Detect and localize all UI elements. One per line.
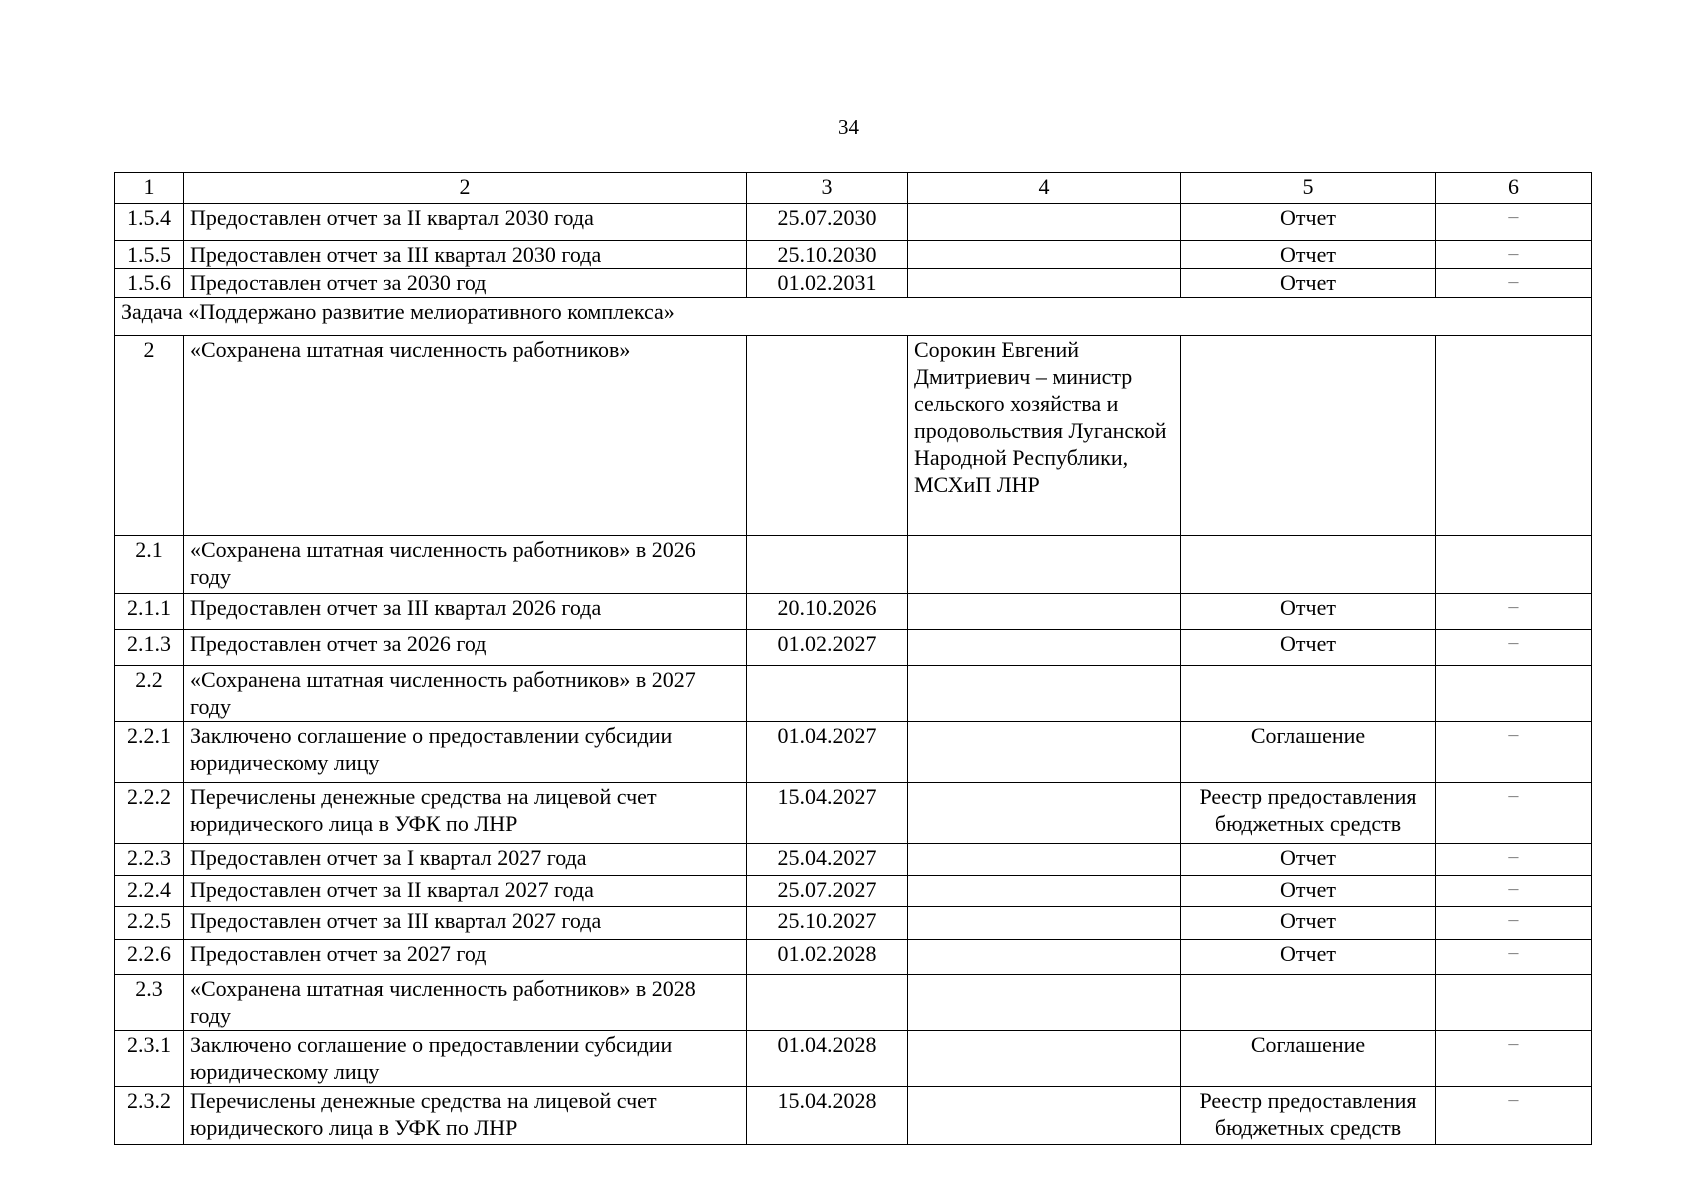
row-number: 2.2.1 bbox=[115, 722, 184, 783]
row-date: 01.02.2028 bbox=[747, 940, 908, 975]
row-document bbox=[1181, 666, 1436, 722]
row-info-system: − bbox=[1436, 269, 1592, 298]
row-name: Предоставлен отчет за III квартал 2030 года bbox=[184, 241, 747, 269]
row-number: 2 bbox=[115, 336, 184, 536]
row-date bbox=[747, 536, 908, 594]
row-responsible bbox=[908, 666, 1181, 722]
task-title: Задача «Поддержано развитие мелиоративного комплекса» bbox=[115, 298, 1592, 336]
row-date: 25.10.2027 bbox=[747, 907, 908, 940]
row-number: 2.2 bbox=[115, 666, 184, 722]
row-responsible bbox=[908, 204, 1181, 241]
row-name: Предоставлен отчет за I квартал 2027 года bbox=[184, 844, 747, 876]
row-info-system bbox=[1436, 536, 1592, 594]
row-name: Предоставлен отчет за 2030 год bbox=[184, 269, 747, 298]
row-number: 2.2.3 bbox=[115, 844, 184, 876]
row-name: Предоставлен отчет за 2026 год bbox=[184, 630, 747, 666]
row-name: Заключено соглашение о предоставлении субсидии юридическому лицу bbox=[184, 1031, 747, 1087]
table-row bbox=[115, 630, 1592, 666]
table-row bbox=[115, 783, 1592, 844]
row-document bbox=[1181, 536, 1436, 594]
row-number: 2.1 bbox=[115, 536, 184, 594]
table-row bbox=[115, 336, 1592, 536]
row-document: Отчет bbox=[1181, 630, 1436, 666]
row-info-system: − bbox=[1436, 722, 1592, 783]
column-header-2: 2 bbox=[184, 173, 747, 204]
row-name: Предоставлен отчет за II квартал 2027 года bbox=[184, 876, 747, 907]
row-info-system: − bbox=[1436, 783, 1592, 844]
row-number: 2.1.3 bbox=[115, 630, 184, 666]
row-name: Предоставлен отчет за II квартал 2030 года bbox=[184, 204, 747, 241]
page-number: 34 bbox=[838, 115, 859, 139]
table-row bbox=[115, 204, 1592, 241]
table-row bbox=[115, 1087, 1592, 1145]
row-date: 01.02.2027 bbox=[747, 630, 908, 666]
table-row bbox=[115, 269, 1592, 298]
row-info-system: − bbox=[1436, 844, 1592, 876]
row-document: Отчет bbox=[1181, 907, 1436, 940]
row-name: Предоставлен отчет за 2027 год bbox=[184, 940, 747, 975]
row-info-system: − bbox=[1436, 876, 1592, 907]
row-document: Отчет bbox=[1181, 204, 1436, 241]
row-info-system bbox=[1436, 666, 1592, 722]
row-responsible bbox=[908, 1031, 1181, 1087]
row-name: Предоставлен отчет за III квартал 2026 года bbox=[184, 594, 747, 630]
row-number: 2.3 bbox=[115, 975, 184, 1031]
table-row bbox=[115, 1031, 1592, 1087]
row-name: Предоставлен отчет за III квартал 2027 года bbox=[184, 907, 747, 940]
table-row bbox=[115, 536, 1592, 594]
row-date: 25.04.2027 bbox=[747, 844, 908, 876]
row-date bbox=[747, 975, 908, 1031]
table-row bbox=[115, 876, 1592, 907]
row-info-system: − bbox=[1436, 940, 1592, 975]
row-date: 15.04.2027 bbox=[747, 783, 908, 844]
table-row bbox=[115, 844, 1592, 876]
row-document: Отчет bbox=[1181, 876, 1436, 907]
column-header-5: 5 bbox=[1181, 173, 1436, 204]
table-row bbox=[115, 666, 1592, 722]
row-name: «Сохранена штатная численность работников» в 2027 году bbox=[184, 666, 747, 722]
row-info-system: − bbox=[1436, 204, 1592, 241]
row-date bbox=[747, 666, 908, 722]
row-name: «Сохранена штатная численность работников» bbox=[184, 336, 747, 536]
table-header-row bbox=[115, 173, 1592, 204]
row-number: 2.3.1 bbox=[115, 1031, 184, 1087]
row-responsible bbox=[908, 907, 1181, 940]
row-info-system: − bbox=[1436, 594, 1592, 630]
column-header-1: 1 bbox=[115, 173, 184, 204]
row-date: 25.07.2030 bbox=[747, 204, 908, 241]
plan-table-body bbox=[115, 173, 1592, 1145]
row-responsible bbox=[908, 536, 1181, 594]
row-date: 20.10.2026 bbox=[747, 594, 908, 630]
row-date: 15.04.2028 bbox=[747, 1087, 908, 1145]
column-header-3: 3 bbox=[747, 173, 908, 204]
task-row bbox=[115, 298, 1592, 336]
row-date: 25.07.2027 bbox=[747, 876, 908, 907]
row-number: 1.5.4 bbox=[115, 204, 184, 241]
row-info-system: − bbox=[1436, 630, 1592, 666]
row-responsible: Сорокин Евгений Дмитриевич – министр сельского хозяйства и продовольствия Луганской Народной Республики, МСХиП ЛНР bbox=[908, 336, 1181, 536]
row-document: Соглашение bbox=[1181, 722, 1436, 783]
row-info-system bbox=[1436, 336, 1592, 536]
row-info-system bbox=[1436, 975, 1592, 1031]
row-responsible bbox=[908, 1087, 1181, 1145]
row-responsible bbox=[908, 594, 1181, 630]
row-date: 25.10.2030 bbox=[747, 241, 908, 269]
row-name: Заключено соглашение о предоставлении субсидии юридическому лицу bbox=[184, 722, 747, 783]
table-row bbox=[115, 594, 1592, 630]
table-row bbox=[115, 940, 1592, 975]
row-document: Отчет bbox=[1181, 940, 1436, 975]
row-responsible bbox=[908, 269, 1181, 298]
row-responsible bbox=[908, 722, 1181, 783]
table-row bbox=[115, 975, 1592, 1031]
row-info-system: − bbox=[1436, 907, 1592, 940]
row-info-system: − bbox=[1436, 241, 1592, 269]
table-row bbox=[115, 907, 1592, 940]
row-document bbox=[1181, 975, 1436, 1031]
column-header-4: 4 bbox=[908, 173, 1181, 204]
row-number: 2.2.6 bbox=[115, 940, 184, 975]
row-document: Реестр предоставления бюджетных средств bbox=[1181, 1087, 1436, 1145]
row-responsible bbox=[908, 975, 1181, 1031]
row-document: Реестр предоставления бюджетных средств bbox=[1181, 783, 1436, 844]
row-document: Отчет bbox=[1181, 844, 1436, 876]
plan-table bbox=[114, 172, 1592, 1145]
row-name: «Сохранена штатная численность работников» в 2026 году bbox=[184, 536, 747, 594]
row-number: 1.5.5 bbox=[115, 241, 184, 269]
row-date: 01.04.2028 bbox=[747, 1031, 908, 1087]
row-number: 2.3.2 bbox=[115, 1087, 184, 1145]
row-responsible bbox=[908, 783, 1181, 844]
table-row bbox=[115, 722, 1592, 783]
row-number: 2.1.1 bbox=[115, 594, 184, 630]
row-date: 01.04.2027 bbox=[747, 722, 908, 783]
row-responsible bbox=[908, 940, 1181, 975]
row-responsible bbox=[908, 876, 1181, 907]
row-name: «Сохранена штатная численность работников» в 2028 году bbox=[184, 975, 747, 1031]
row-number: 2.2.5 bbox=[115, 907, 184, 940]
row-document: Отчет bbox=[1181, 241, 1436, 269]
row-number: 2.2.4 bbox=[115, 876, 184, 907]
row-number: 2.2.2 bbox=[115, 783, 184, 844]
row-responsible bbox=[908, 844, 1181, 876]
row-number: 1.5.6 bbox=[115, 269, 184, 298]
table-row bbox=[115, 241, 1592, 269]
row-document: Соглашение bbox=[1181, 1031, 1436, 1087]
row-info-system: − bbox=[1436, 1031, 1592, 1087]
row-info-system: − bbox=[1436, 1087, 1592, 1145]
row-date: 01.02.2031 bbox=[747, 269, 908, 298]
row-document: Отчет bbox=[1181, 594, 1436, 630]
row-name: Перечислены денежные средства на лицевой счет юридического лица в УФК по ЛНР bbox=[184, 1087, 747, 1145]
row-document: Отчет bbox=[1181, 269, 1436, 298]
row-responsible bbox=[908, 241, 1181, 269]
row-date bbox=[747, 336, 908, 536]
row-name: Перечислены денежные средства на лицевой счет юридического лица в УФК по ЛНР bbox=[184, 783, 747, 844]
row-document bbox=[1181, 336, 1436, 536]
column-header-6: 6 bbox=[1436, 173, 1592, 204]
row-responsible bbox=[908, 630, 1181, 666]
